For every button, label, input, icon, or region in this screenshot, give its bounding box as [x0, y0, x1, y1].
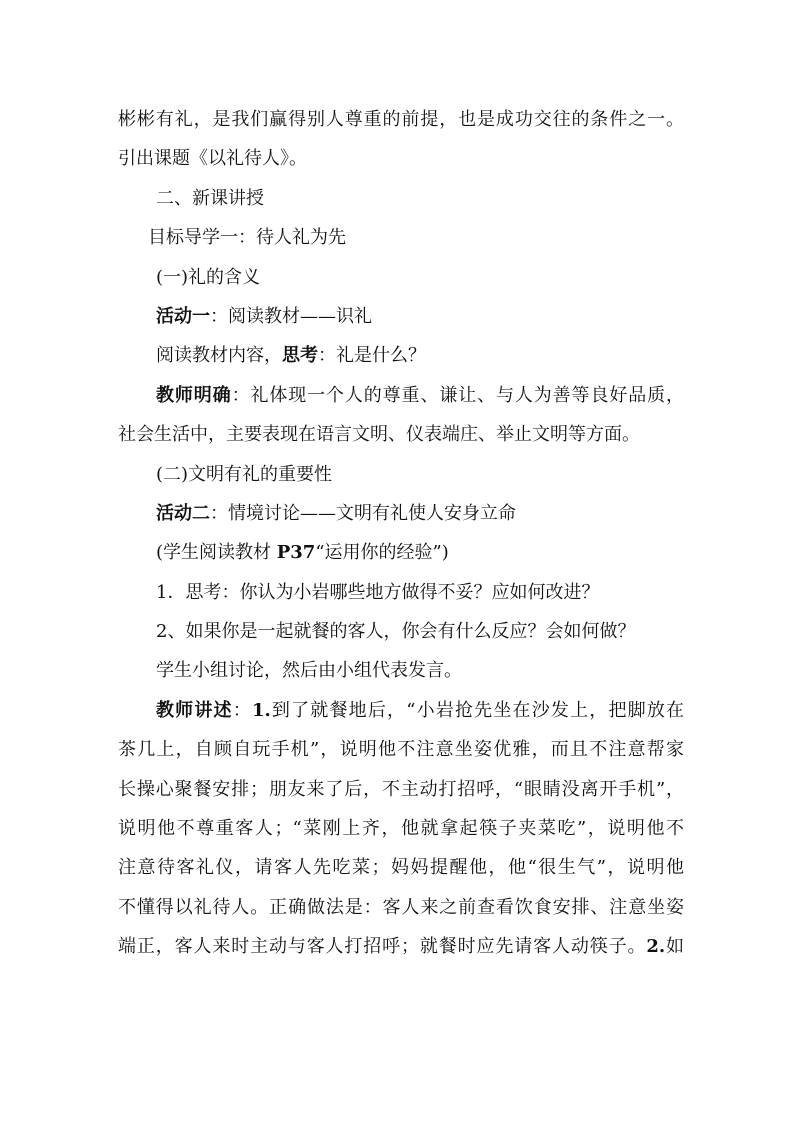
- question-text: 、如果你是一起就餐的客人，你会有什么反应？会如何做？: [167, 621, 636, 643]
- paragraph-line: 注意待客礼仪，请客人先吃菜；妈妈提醒他，他“很生气”，说明他: [118, 857, 684, 879]
- paragraph-line: 教师讲述：1.到了就餐地后，“小岩抢先坐在沙发上，把脚放在: [156, 699, 685, 721]
- teacher-lecture-label: 教师讲述: [156, 699, 233, 721]
- lecture-point-number: 1.: [251, 699, 271, 721]
- lecture-text: 到了就餐地后，“小岩抢先坐在沙发上，把脚放在: [270, 699, 685, 721]
- student-read-a: (学生阅读教材: [156, 542, 277, 564]
- page-ref: P37: [276, 542, 316, 564]
- section-heading: 二、新课讲授: [156, 187, 264, 209]
- lecture-text: 如: [665, 936, 685, 958]
- activity-label: 活动二: [156, 502, 210, 524]
- activity-line: [118, 297, 684, 336]
- paragraph-line: [118, 336, 684, 375]
- subsection-heading: (二)文明有礼的重要性: [156, 463, 333, 485]
- question-text: ．思考：你认为小岩哪些地方做得不妥？应如何改进？: [167, 581, 600, 603]
- subsection-heading: (一)礼的含义: [156, 266, 261, 288]
- paragraph-line: [118, 927, 684, 966]
- think-label: 思考: [282, 345, 318, 367]
- paragraph-line: [118, 533, 684, 572]
- activity-text: ：情境讨论——文明有礼使人安身立命: [210, 502, 516, 524]
- think-text: ：礼是什么？: [318, 345, 426, 367]
- paragraph-line: 引出课题《以礼待人》。: [118, 148, 307, 170]
- goal-heading: 目标导学一：待人礼为先: [148, 227, 346, 249]
- lecture-point-number: 2.: [646, 936, 666, 958]
- question-line: [118, 573, 684, 612]
- student-read-b: “运用你的经验”): [315, 542, 449, 564]
- question-number: 1: [156, 581, 168, 603]
- question-number: 2: [156, 621, 168, 643]
- paragraph-line: 说明他不尊重客人；“菜刚上齐，他就拿起筷子夹菜吃”，说明他不: [118, 818, 684, 840]
- document-body: [118, 100, 684, 967]
- paragraph-line: 长操心聚餐安排；朋友来了后，不主动打招呼，“眼睛没离开手机”，: [118, 778, 684, 800]
- paragraph-line: 学生小组讨论，然后由小组代表发言。: [156, 660, 462, 682]
- question-line: [118, 612, 684, 651]
- paragraph-line: 社会生活中，主要表现在语言文明、仪表端庄、举止文明等方面。: [118, 424, 640, 446]
- activity-text: ：阅读教材——识礼: [210, 305, 372, 327]
- activity-label: 活动一: [156, 305, 210, 327]
- teacher-clear-label: 教师明确: [156, 384, 232, 406]
- lecture-text: 端正，客人来时主动与客人打招呼；就餐时应先请客人动筷子。: [118, 936, 647, 958]
- read-text: 阅读教材内容，: [156, 345, 282, 367]
- paragraph-line: 不懂得以礼待人。正确做法是：客人来之前查看饮食安排、注意坐姿: [118, 896, 684, 918]
- paragraph-line: 彬彬有礼，是我们赢得别人尊重的前提，也是成功交往的条件之一。: [118, 109, 684, 130]
- paragraph-line: [118, 376, 684, 415]
- activity-line: [118, 494, 684, 533]
- teacher-clear-text: ：礼体现一个人的尊重、谦让、与人为善等良好品质，: [231, 384, 685, 406]
- paragraph-line: 茶几上，自顾自玩手机”，说明他不注意坐姿优雅，而且不注意帮家: [118, 739, 684, 761]
